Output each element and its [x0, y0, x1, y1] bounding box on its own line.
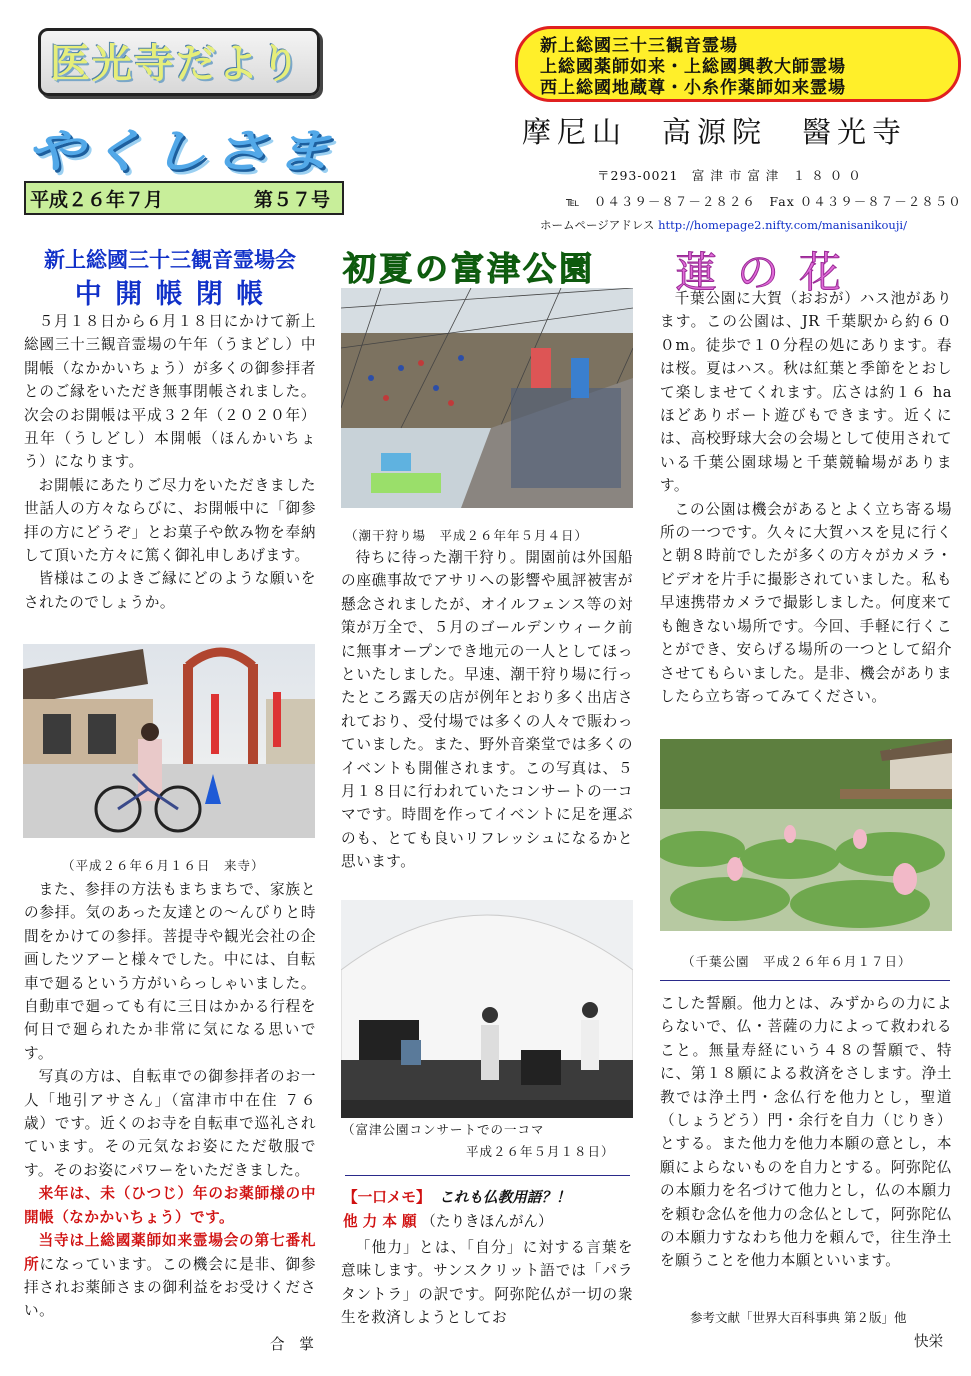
memo-label: 【一口メモ】 — [343, 1189, 431, 1206]
memo-term: 他 力 本 願 — [343, 1213, 417, 1230]
col1-paragraph-2: お開帳にあたりご尽力をいただきました世話人の方々ならびに、お開帳中に「御参拝の方にどうぞ」とお菓子や飲み物を奉納して頂いた方々に篤く御礼申しあげます。 — [24, 476, 316, 565]
memo-reading: （たりきほんがん） — [421, 1213, 553, 1230]
phone-fax: ℡ ０４３９－８７－２８２６ Fax ０４３９－８７－２８５０ — [566, 194, 962, 209]
homepage-link[interactable]: http://homepage2.nifty.com/manisanikouji/ — [658, 218, 907, 232]
col3-photo-caption: （千葉公園 平成２６年６月１７日） — [682, 954, 912, 969]
col3-paragraph-2: この公園は機会があるとよく立ち寄る場所の一つです。久々に大賀ハスを見に行くと朝８時前でしたが多くの方々がカメラ・ビデオを片手に撮影されていました。私も早速携帯カメラで撮影しました。何度来ても飽きない場所です。今回、手軽に行くことができ、安らげる場所の一つとして紹介させてもらいました。是非、機会がありましたら立ち寄ってみてください。 — [660, 500, 952, 705]
postal-address: 〒293-0021 富 津 市 富 津 １ ８ ０ ０ — [597, 168, 862, 183]
memo-header — [343, 1186, 635, 1209]
col2-headline: 初夏の富津公園 — [343, 249, 595, 288]
memo-body — [341, 1236, 633, 1330]
homepage-label: ホームページアドレス — [540, 218, 655, 232]
temple-name: 摩尼山 高源院 醫光寺 — [522, 115, 908, 149]
lotus-photo — [660, 739, 952, 931]
col1-headline-2: 中 開 帳 閉 帳 — [74, 279, 266, 310]
col2-photo-caption-2b: 平成２６年５月１８日） — [466, 1144, 615, 1159]
col3-divider — [660, 980, 950, 981]
col3-headline: 蓮の花 — [675, 248, 862, 297]
col3-paragraph-1: 千葉公園に大賀（おおが）ハス池があります。この公園は、JR 千葉駅から約６００m。徒歩で１０分程の処にあります。春は桜。夏はハス。秋は紅葉と季節をとおして楽しませてくれます。広さは約１６ ha ほどありボート遊びもできます。近くには、高校野球大会の会場として使用されている千葉公園球場と千葉競輪場があります。 — [660, 290, 952, 495]
col3-text-top — [660, 287, 952, 708]
col1-paragraph-4: また、参拝の方法もまちまちで、家族との参拝。気のあった友達との～んびりと時間をかけての参拝。菩提寺や観光会社の企画したツアーと様々でした。中には、自転車で廻るという方がいらっしゃいました。自動車で廻っても有に三日はかかる行程を何日で廻られたか非常に気になる思いです。 — [24, 881, 316, 1062]
col1-closing: 合 掌 — [270, 1336, 314, 1353]
badge-line-3: 西上総國地蔵尊・小糸作薬師如来霊場 — [540, 78, 846, 98]
col2-text — [341, 546, 633, 874]
memo-title: これも仏教用語？！ — [439, 1189, 571, 1206]
badge-line-2: 上総國薬師如来・上総國興教大師霊場 — [540, 57, 846, 77]
memo-text: 「他力」とは、「自分」に対する言葉を意味します。サンスクリット語では「パラタントラ」の訳です。阿弥陀仏が一切の衆生を救済しようとしてお — [341, 1239, 633, 1327]
col1-paragraph-5: 写真の方は、自転車での御参拝者のお一人「地引アサさん」（富津市中在住 ７６歳）です。近くのお寺を自転車で巡礼されています。その元気なお姿にただ敬服です。そのお姿にパワーをいただきました。 — [24, 1068, 316, 1179]
col1-text-bottom — [24, 878, 316, 1323]
col1-red-notice-2: 当寺は上総國薬師如来霊場会の第七番札所 — [24, 1232, 316, 1273]
col2-photo-caption-1: （潮干狩り場 平成２６年年５月４日） — [345, 528, 589, 543]
col1-text-top — [24, 310, 316, 614]
homepage-line — [540, 217, 907, 233]
badge-line-1: 新上総國三十三観音霊場 — [540, 36, 738, 56]
col1-paragraph-6: になっています。この機会に是非、御参拝されお薬師さまの御利益をお受けください。 — [24, 1255, 316, 1320]
col1-photo-caption: （平成２６年６月１６日 来寺） — [62, 858, 265, 873]
issue-date: 平成２６年７月 — [30, 189, 164, 211]
memo-divider — [345, 1175, 630, 1176]
col1-red-notice-1: 来年は、未（ひつじ）年のお薬師様の中開帳（なかかいちょう）です。 — [24, 1185, 316, 1226]
col1-paragraph-3: 皆様はこのよきご縁にどのような願いをされたのでしょうか。 — [24, 570, 316, 611]
issue-number: 第５７号 — [254, 189, 331, 211]
memo-term-line — [343, 1210, 635, 1233]
newsletter-logo-text: 医光寺だより — [50, 40, 302, 87]
reference-note: 参考文献「世界大百科事典 第２版」他 — [690, 1310, 907, 1325]
col3-paragraph-3: こした誓願。他力とは、みずからの力によらないで、仏・菩薩の力によって救われること。無量寿経にいう４８の誓願で、特に、第１８願による救済をさします。浄土教では浄土門・念仏行を他力とし，聖道（しょうどう）門・余行を自力（じりき）とする。また他力を他力本願の意とし，本願によらないものを自力とする。阿弥陀仏の本願力を名づけて他力とし，仏の本願力を頼む念仏を他力の念仏として，阿弥陀仏の本願力すなわち他力を頼んで，往生浄土を願うことを他力本願といいます。 — [660, 995, 952, 1270]
issue-box — [24, 181, 344, 215]
newsletter-title: やくしさま — [21, 123, 350, 179]
author-signature: 快栄 — [914, 1333, 944, 1350]
pilgrimage-badge — [515, 26, 961, 102]
col2-photo-caption-2a: （富津公園コンサートでの一コマ — [342, 1122, 545, 1137]
concert-photo — [341, 900, 633, 1118]
col2-paragraph-1: 待ちに待った潮干狩り。開園前は外国船の座礁事故でアサリへの影響や風評被害が懸念されましたが、オイルフェンス等の対策が万全で、５月のゴールデンウィーク前に無事オープンでき地元の一人としてほっといたしました。早速、潮干狩り場に行ったところ露天の店が例年とおり多く出店されており、受付場では多くの人々で賑わっていました。また、野外音楽堂では多くのイベントも開催されます。この写真は、５月１８日に行われていたコンサートの一コマです。時間を作ってイベントに足を運ぶのも、とても良いリフレッシュになるかと思います。 — [341, 549, 633, 871]
col1-paragraph-1: ５月１８日から６月１８日にかけて新上総國三十三観音霊場の午年（うまどし）中開帳（なかかいちょう）が多くの御参拝者とのご縁をいただき無事閉帳されました。次会のお開帳は平成３２年（２０２０年）丑年（うしどし）本開帳（ほんかいちょう）になります。 — [24, 313, 316, 471]
col1-headline-1: 新上総國三十三観音霊場会 — [44, 248, 296, 272]
col3-text-bottom — [660, 992, 952, 1273]
temple-cyclist-photo — [23, 644, 315, 838]
clam-digging-photo — [341, 288, 633, 508]
